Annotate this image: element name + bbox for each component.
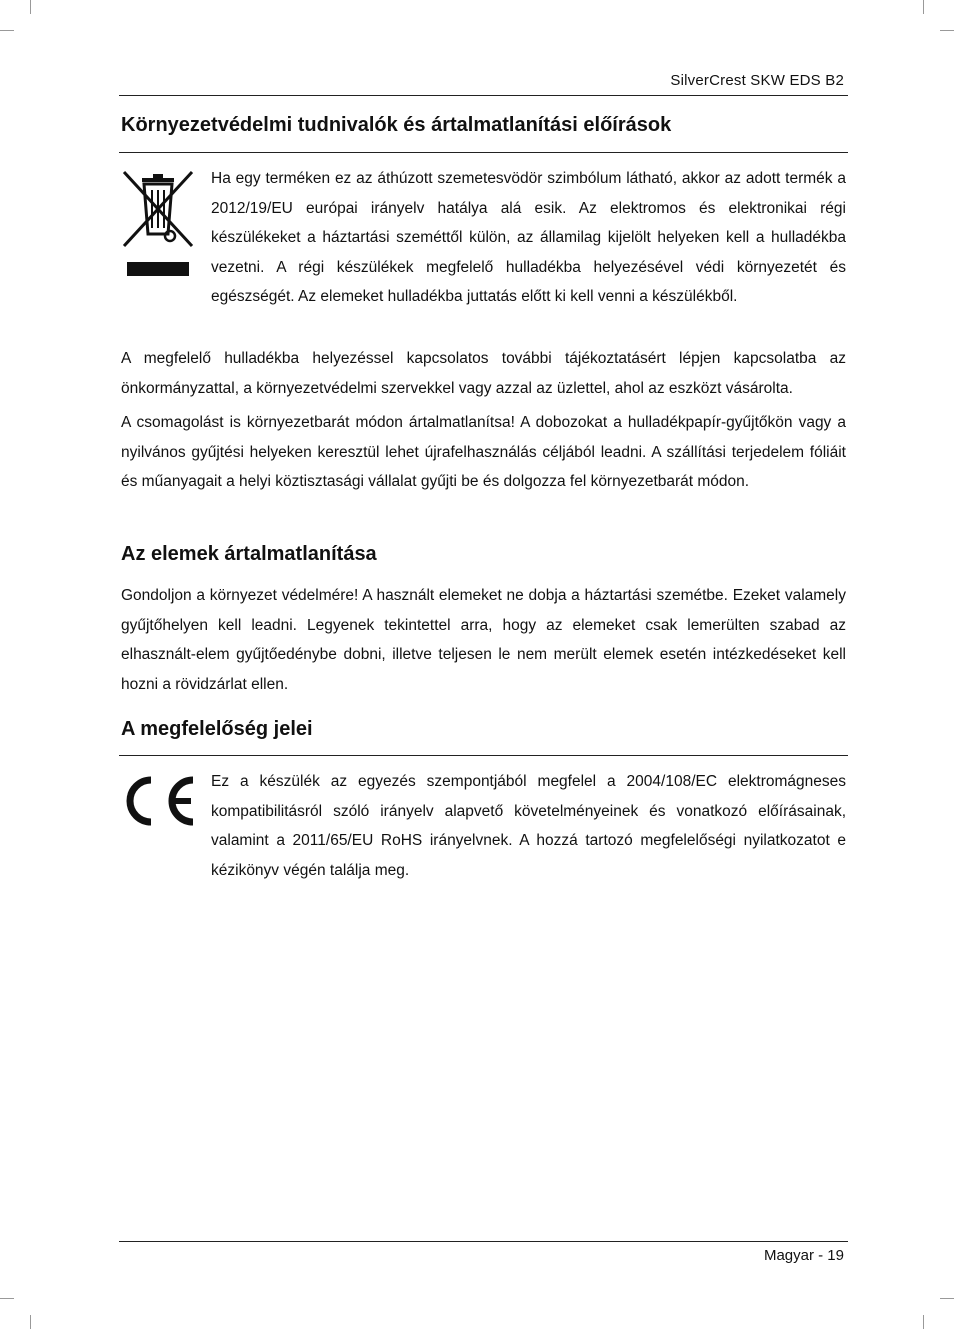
crop-mark [940,1298,954,1299]
packaging-paragraph: A csomagolást is környezetbarát módon ártalmatlanítsa! A dobozokat a hulladékpapír-gyűjtőkön vagy a nyilvános gyűjtési helyeken keresztül lehet újrafelhasználás céljából leadni. A szállítási terjedelem fóliáit és műanyagait a helyi köztisztasági vállalat gyűjti be és dolgozza fel környezetbarát módon. [121,414,846,490]
crop-mark [940,30,954,31]
crop-mark [0,30,14,31]
disposal-info-paragraph: A megfelelő hulladékba helyezéssel kapcsolatos további tájékoztatásért lépjen kapcsolatba az önkormányzattal, a környezetvédelmi szervekkel vagy azzal az üzlettel, ahol az eszközt vásárolta. [121,350,846,397]
conformity-paragraph: Ez a készülék az egyezés szempontjából megfelel a 2004/108/EC elektromágneses kompatibilitásról szóló irányelv alapvető követelményeinek és vonatkozó előírásainak, valamint a 2011/65/EU RoHS irányelvnek. A hozzá tartozó megfelelőségi nyilatkozatot e kézikönyv végén találja meg. [211,773,846,879]
crossed-out-wheelie-bin-icon [120,168,196,280]
footer-rule [119,1241,848,1242]
crop-mark [923,1315,924,1329]
section-title-conformity: A megfelelőség jelei [121,718,313,740]
ce-mark-icon [120,772,200,830]
section-title-batteries: Az elemek ártalmatlanítása [121,543,377,565]
header-rule [119,95,848,96]
page-number: Magyar - 19 [763,1247,844,1264]
running-header: SilverCrest SKW EDS B2 [670,72,844,89]
crop-mark [0,1298,14,1299]
section-title-environment: Környezetvédelmi tudnivalók és ártalmatlanítási előírások [121,114,672,136]
crop-mark [30,1315,31,1329]
section-rule [119,152,848,153]
crop-mark [30,0,31,14]
weee-paragraph: Ha egy terméken ez az áthúzott szemetesvödör szimbólum látható, akkor az adott termék a 2012/19/EU európai irányelv hatálya alá esik. Az elektromos és elektronikai régi készülékeket a háztartási szeméttől külön, az államilag kijelölt helyeken kell a hulladékba vezetni. A régi készülékek megfelelő hulladékba helyezésével védi környezetét és egészségét. Az elemeket hulladékba juttatás előtt ki kell venni a készülékből. [211,170,846,305]
batteries-paragraph: Gondoljon a környezet védelmére! A használt elemeket ne dobja a háztartási szemétbe. Ezeket valamely gyűjtőhelyen kell leadni. Legyenek tekintettel arra, hogy az elemeket csak lemerülten szabad az elhasznált-elem gyűjtőedénybe dobni, illetve teljesen le nem merült elemek esetén intézkedéseket kell hozni a rövidzárlat ellen. [121,587,846,693]
section-rule [119,755,848,756]
crop-mark [923,0,924,14]
